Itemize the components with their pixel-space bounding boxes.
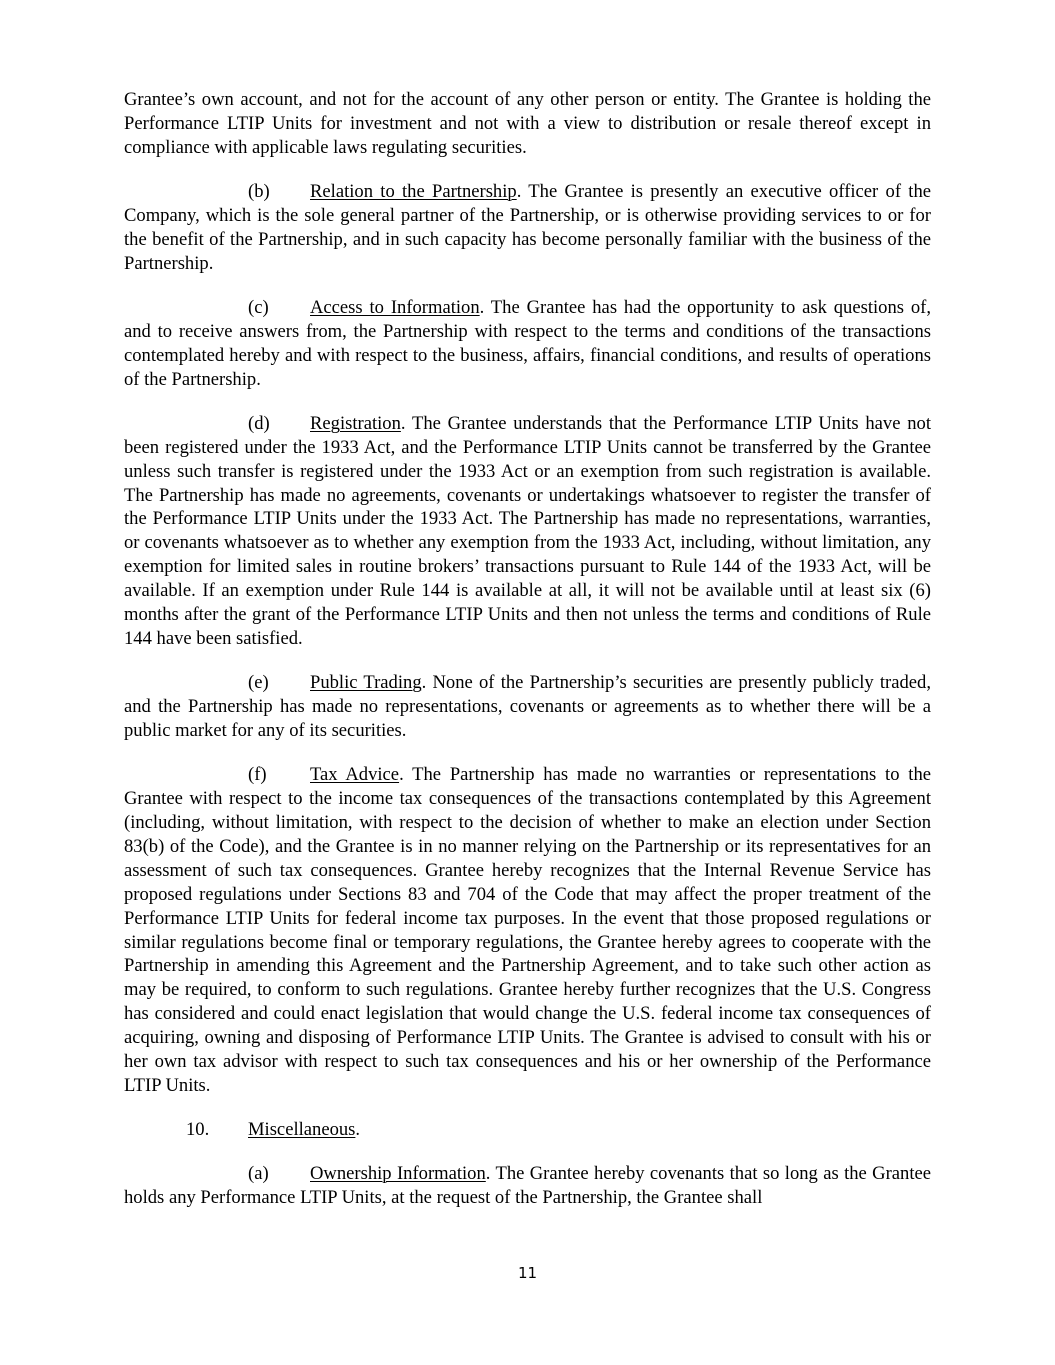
subsection-9d bbox=[124, 412, 931, 651]
subsection-body: . The Grantee understands that the Performance LTIP Units have not been registered under the 1933 Act, and the Performance LTIP Units cannot be transferred by the Grantee unless such transfer is registered under the 1933 Act or an exemption from such registration is available. The Partnership has made no agreements, covenants or undertakings whatsoever to register the transfer of the Performance LTIP Units under the 1933 Act. The Partnership has made no representations, warranties, or covenants whatsoever as to whether any exemption from the 1933 Act, including, without limitation, any exemption for limited sales in routine brokers’ transactions pursuant to Rule 144 of the 1933 Act, will be available. If an exemption under Rule 144 is available at all, it will not be available until at least six (6) months after the grant of the Performance LTIP Units and then not unless the terms and conditions of Rule 144 have been satisfied. bbox=[124, 412, 931, 650]
subsection-heading: Ownership Information bbox=[310, 1163, 486, 1185]
subsection-body: . The Partnership has made no warranties or representations to the Grantee with respect to the income tax consequences of the transactions contemplated by this Agreement (including, without limitation, with respect to the decision of whether to make an election under Section 83(b) of the Code), and the Grantee is in no manner relying on the Partnership or its representatives for an assessment of such tax consequences. Grantee hereby recognizes that the Internal Revenue Service has proposed regulations under Sections 83 and 704 of the Code that may affect the proper treatment of the Performance LTIP Units for federal income tax purposes. In the event that those proposed regulations or similar regulations become final or temporary regulations, the Grantee hereby agrees to cooperate with the Partnership in amending this Agreement and the Partnership Agreement, and to take such other action as may be required, to conform to such regulations. Grantee hereby further recognizes that the U.S. Congress has considered and could enact legislation that would change the U.S. federal income tax consequences of acquiring, owning and disposing of Performance LTIP Units. The Grantee is advised to consult with his or her own tax advisor with respect to such tax consequences and his or her ownership of the Performance LTIP Units. bbox=[124, 764, 931, 1097]
subsection-label: (a) bbox=[248, 1163, 269, 1185]
subsection-9b bbox=[124, 180, 931, 276]
subsection-9f bbox=[124, 763, 931, 1098]
intro-paragraph: Grantee’s own account, and not for the account of any other person or entity. The Grantee is holding the Performance LTIP Units for investment and not with a view to distribution or resale thereof except in compliance with applicable laws regulating securities. bbox=[124, 89, 931, 158]
subsection-label: (c) bbox=[248, 296, 269, 318]
subsection-label: (e) bbox=[248, 672, 269, 694]
page-number: 11 bbox=[517, 1264, 538, 1282]
subsection-label: (d) bbox=[248, 412, 270, 434]
subsection-body: . The Grantee has had the opportunity to ask questions of, and to receive answers from, the Partnership with respect to the terms and conditions of the transactions contemplated hereby and with respect to the business, affairs, financial conditions, and results of operations of the Partnership. bbox=[124, 296, 931, 390]
subsection-label: (b) bbox=[248, 181, 270, 203]
subsection-body: . The Grantee hereby covenants that so long as the Grantee holds any Performance LTIP Units, at the request of the Partnership, the Grantee shall bbox=[124, 1163, 931, 1209]
subsection-heading: Tax Advice bbox=[310, 764, 400, 786]
section-heading-suffix: . bbox=[355, 1119, 361, 1141]
subsection-heading: Public Trading bbox=[310, 672, 422, 694]
section-10-heading bbox=[124, 1118, 931, 1142]
section-heading: Miscellaneous bbox=[248, 1119, 356, 1141]
section-number: 10. bbox=[186, 1119, 210, 1141]
subsection-heading: Access to Information bbox=[310, 296, 480, 318]
subsection-body: . The Grantee is presently an executive officer of the Company, which is the sole general partner of the Partnership, or is otherwise providing services to or for the benefit of the Partnership, and in such capacity has become personally familiar with the business of the Partnership. bbox=[124, 181, 932, 274]
subsection-10a bbox=[124, 1162, 931, 1210]
document-page bbox=[124, 88, 931, 1231]
subsection-label: (f) bbox=[248, 764, 267, 786]
subsection-heading: Registration bbox=[310, 412, 401, 434]
subsection-body: . None of the Partnership’s securities are presently publicly traded, and the Partnership has made no representations, covenants or agreements as to whether there will be a public market for any of its securities. bbox=[124, 672, 931, 742]
subsection-heading: Relation to the Partnership bbox=[310, 181, 517, 203]
subsection-9c bbox=[124, 296, 931, 392]
subsection-9e bbox=[124, 671, 931, 743]
